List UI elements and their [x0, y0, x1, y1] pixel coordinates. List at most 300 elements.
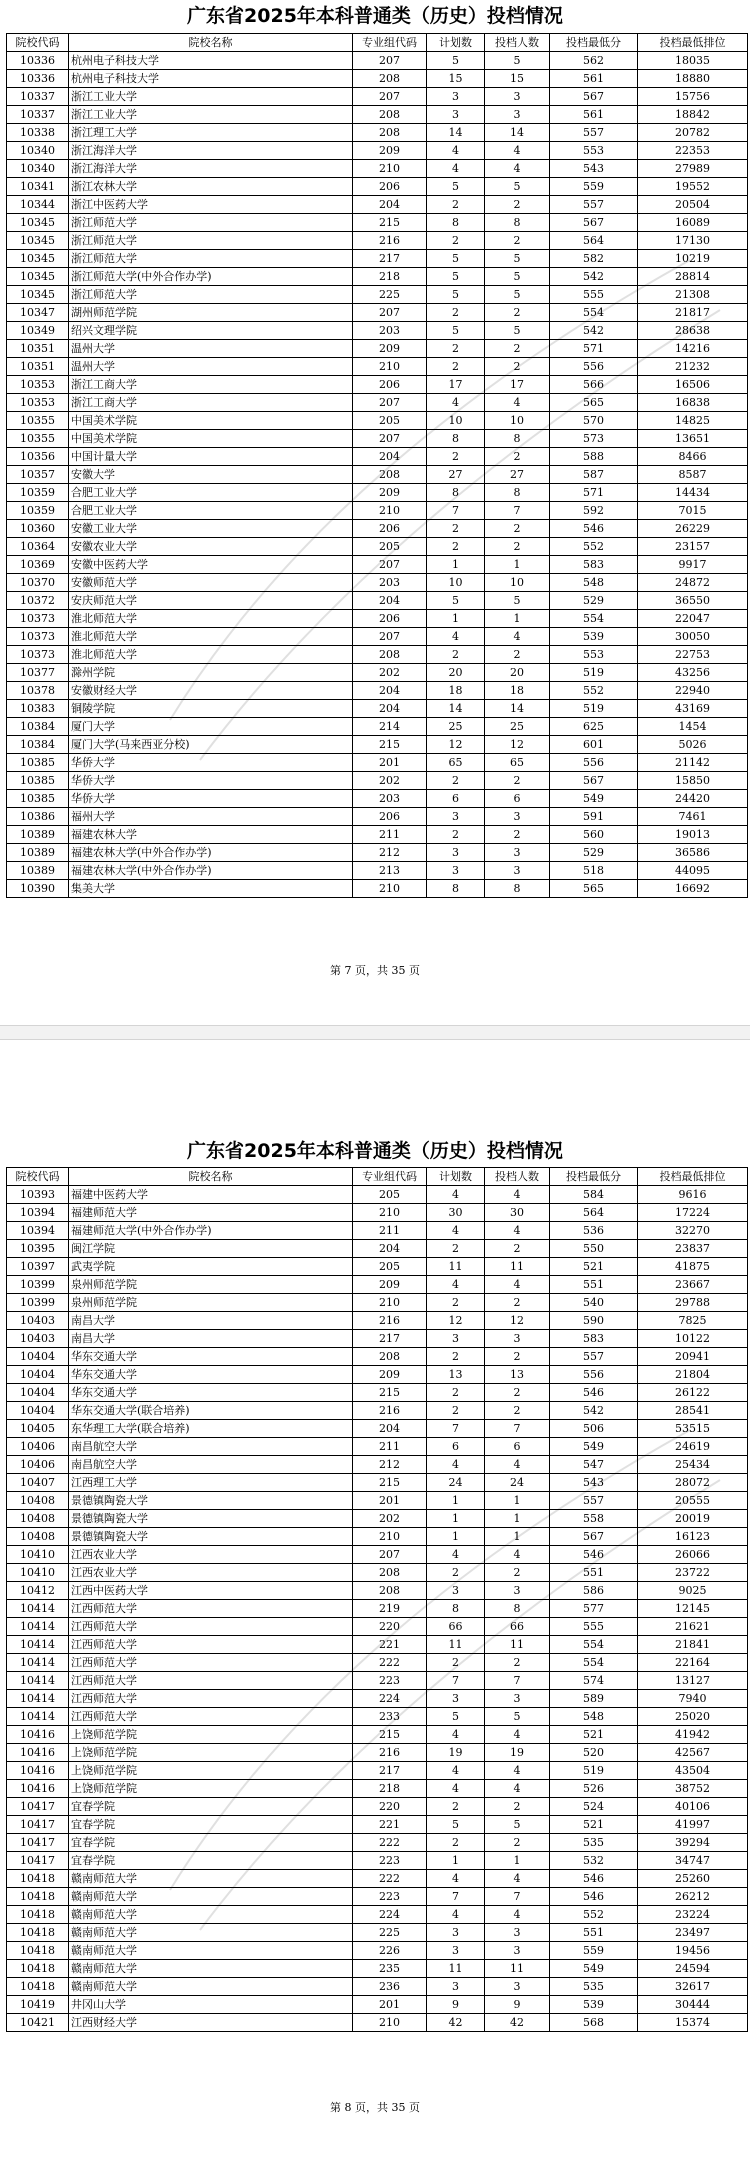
page-title: 广东省2025年本科普通类（历史）投档情况: [187, 5, 563, 27]
cell-school-code: 10385: [7, 790, 69, 808]
cell-school-name: 江西师范大学: [69, 1690, 353, 1708]
cell-min-rank: 8466: [638, 448, 748, 466]
cell-admitted-count: 5: [485, 250, 550, 268]
cell-min-rank: 27989: [638, 160, 748, 178]
cell-school-code: 10389: [7, 826, 69, 844]
table-row: [7, 1870, 748, 1888]
cell-group-code: 210: [353, 1204, 427, 1222]
cell-school-name: 浙江海洋大学: [69, 160, 353, 178]
cell-school-name: 华东交通大学(联合培养): [69, 1402, 353, 1420]
cell-plan-count: 30: [427, 1204, 485, 1222]
cell-group-code: 206: [353, 808, 427, 826]
cell-admitted-count: 1: [485, 610, 550, 628]
cell-school-code: 10407: [7, 1474, 69, 1492]
cell-school-name: 杭州电子科技大学: [69, 70, 353, 88]
cell-min-score: 557: [550, 124, 638, 142]
cell-min-rank: 24619: [638, 1438, 748, 1456]
cell-min-score: 565: [550, 880, 638, 898]
cell-plan-count: 2: [427, 1384, 485, 1402]
cell-min-score: 573: [550, 430, 638, 448]
cell-min-score: 553: [550, 646, 638, 664]
cell-school-name: 泉州师范学院: [69, 1294, 353, 1312]
cell-school-name: 江西师范大学: [69, 1708, 353, 1726]
cell-school-code: 10384: [7, 718, 69, 736]
cell-admitted-count: 5: [485, 286, 550, 304]
cell-school-name: 江西中医药大学: [69, 1582, 353, 1600]
cell-admitted-count: 4: [485, 1762, 550, 1780]
cell-plan-count: 4: [427, 160, 485, 178]
cell-admitted-count: 2: [485, 340, 550, 358]
table-row: [7, 1978, 748, 1996]
page-separator: [0, 1025, 750, 1040]
table-row: [7, 1294, 748, 1312]
table-row: [7, 340, 748, 358]
cell-group-code: 208: [353, 70, 427, 88]
cell-school-code: 10359: [7, 484, 69, 502]
cell-min-rank: 32270: [638, 1222, 748, 1240]
cell-admitted-count: 24: [485, 1474, 550, 1492]
cell-school-name: 厦门大学(马来西亚分校): [69, 736, 353, 754]
cell-min-rank: 7015: [638, 502, 748, 520]
cell-group-code: 207: [353, 556, 427, 574]
cell-school-code: 10405: [7, 1420, 69, 1438]
cell-school-name: 华东交通大学: [69, 1366, 353, 1384]
cell-min-score: 551: [550, 1564, 638, 1582]
cell-min-rank: 39294: [638, 1834, 748, 1852]
cell-admitted-count: 2: [485, 1294, 550, 1312]
cell-admitted-count: 5: [485, 322, 550, 340]
cell-min-score: 546: [550, 1888, 638, 1906]
cell-admitted-count: 18: [485, 682, 550, 700]
cell-admitted-count: 2: [485, 1654, 550, 1672]
cell-min-score: 571: [550, 340, 638, 358]
cell-plan-count: 5: [427, 322, 485, 340]
table-row: [7, 502, 748, 520]
cell-admitted-count: 8: [485, 880, 550, 898]
cell-min-rank: 21804: [638, 1366, 748, 1384]
cell-min-score: 518: [550, 862, 638, 880]
cell-min-rank: 21142: [638, 754, 748, 772]
cell-min-score: 567: [550, 214, 638, 232]
cell-plan-count: 2: [427, 1402, 485, 1420]
cell-school-name: 浙江师范大学: [69, 250, 353, 268]
cell-plan-count: 19: [427, 1744, 485, 1762]
cell-school-code: 10351: [7, 340, 69, 358]
table-row: [7, 430, 748, 448]
cell-school-code: 10353: [7, 376, 69, 394]
cell-group-code: 216: [353, 1312, 427, 1330]
cell-school-code: 10410: [7, 1564, 69, 1582]
cell-school-name: 铜陵学院: [69, 700, 353, 718]
cell-school-code: 10377: [7, 664, 69, 682]
table-row: [7, 556, 748, 574]
cell-min-rank: 41875: [638, 1258, 748, 1276]
cell-plan-count: 1: [427, 1510, 485, 1528]
page-title: 广东省2025年本科普通类（历史）投档情况: [187, 1140, 563, 1162]
cell-school-name: 江西师范大学: [69, 1672, 353, 1690]
cell-plan-count: 1: [427, 556, 485, 574]
cell-min-rank: 12145: [638, 1600, 748, 1618]
cell-school-name: 华侨大学: [69, 772, 353, 790]
cell-admitted-count: 3: [485, 1942, 550, 1960]
cell-group-code: 216: [353, 1744, 427, 1762]
cell-group-code: 207: [353, 52, 427, 70]
cell-plan-count: 4: [427, 1456, 485, 1474]
cell-group-code: 215: [353, 1726, 427, 1744]
cell-school-code: 10345: [7, 286, 69, 304]
header-plan-count: 计划数: [427, 34, 485, 52]
cell-group-code: 219: [353, 1600, 427, 1618]
cell-school-code: 10385: [7, 772, 69, 790]
cell-plan-count: 5: [427, 178, 485, 196]
cell-plan-count: 2: [427, 340, 485, 358]
cell-school-code: 10408: [7, 1528, 69, 1546]
cell-min-rank: 43169: [638, 700, 748, 718]
cell-school-name: 合肥工业大学: [69, 484, 353, 502]
cell-school-name: 赣南师范大学: [69, 1906, 353, 1924]
table-row: [7, 1708, 748, 1726]
cell-group-code: 205: [353, 538, 427, 556]
table-row: [7, 1600, 748, 1618]
table-row: [7, 574, 748, 592]
table-row: [7, 1798, 748, 1816]
header-min-rank: 投档最低排位: [638, 1168, 748, 1186]
cell-group-code: 201: [353, 754, 427, 772]
cell-group-code: 210: [353, 880, 427, 898]
cell-plan-count: 3: [427, 1924, 485, 1942]
cell-min-rank: 25434: [638, 1456, 748, 1474]
cell-plan-count: 3: [427, 88, 485, 106]
cell-school-name: 福建师范大学(中外合作办学): [69, 1222, 353, 1240]
table-row: [7, 70, 748, 88]
cell-admitted-count: 3: [485, 844, 550, 862]
document-page-8: [0, 1040, 750, 2166]
cell-school-code: 10418: [7, 1924, 69, 1942]
table-row: [7, 700, 748, 718]
cell-group-code: 217: [353, 1330, 427, 1348]
cell-min-score: 554: [550, 1654, 638, 1672]
cell-min-score: 601: [550, 736, 638, 754]
cell-school-name: 宜春学院: [69, 1816, 353, 1834]
cell-min-score: 551: [550, 1276, 638, 1294]
cell-plan-count: 2: [427, 772, 485, 790]
cell-school-code: 10421: [7, 2014, 69, 2032]
cell-min-rank: 21308: [638, 286, 748, 304]
cell-min-score: 559: [550, 178, 638, 196]
cell-group-code: 220: [353, 1618, 427, 1636]
cell-min-rank: 34747: [638, 1852, 748, 1870]
cell-plan-count: 3: [427, 862, 485, 880]
cell-min-score: 583: [550, 556, 638, 574]
cell-min-score: 564: [550, 232, 638, 250]
cell-plan-count: 2: [427, 232, 485, 250]
cell-group-code: 207: [353, 304, 427, 322]
cell-school-code: 10419: [7, 1996, 69, 2014]
table-header-row: [7, 1168, 748, 1186]
cell-min-score: 532: [550, 1852, 638, 1870]
cell-admitted-count: 2: [485, 304, 550, 322]
cell-school-code: 10337: [7, 106, 69, 124]
cell-min-score: 592: [550, 502, 638, 520]
cell-min-rank: 10219: [638, 250, 748, 268]
table-row: [7, 1960, 748, 1978]
cell-school-name: 南昌航空大学: [69, 1438, 353, 1456]
cell-plan-count: 66: [427, 1618, 485, 1636]
cell-admitted-count: 10: [485, 412, 550, 430]
cell-group-code: 215: [353, 1474, 427, 1492]
cell-min-score: 586: [550, 1582, 638, 1600]
cell-group-code: 221: [353, 1636, 427, 1654]
table-row: [7, 736, 748, 754]
table-row: [7, 1618, 748, 1636]
table-row: [7, 1366, 748, 1384]
cell-school-name: 厦门大学: [69, 718, 353, 736]
cell-admitted-count: 2: [485, 520, 550, 538]
cell-school-code: 10389: [7, 844, 69, 862]
cell-admitted-count: 14: [485, 124, 550, 142]
cell-min-rank: 21817: [638, 304, 748, 322]
cell-plan-count: 5: [427, 286, 485, 304]
cell-min-rank: 23667: [638, 1276, 748, 1294]
cell-min-rank: 9616: [638, 1186, 748, 1204]
cell-min-score: 591: [550, 808, 638, 826]
cell-group-code: 208: [353, 646, 427, 664]
cell-min-score: 535: [550, 1978, 638, 1996]
table-header-row: [7, 34, 748, 52]
cell-group-code: 224: [353, 1690, 427, 1708]
cell-min-rank: 20019: [638, 1510, 748, 1528]
table-row: [7, 1942, 748, 1960]
cell-min-score: 542: [550, 322, 638, 340]
cell-school-code: 10403: [7, 1330, 69, 1348]
cell-min-score: 558: [550, 1510, 638, 1528]
cell-min-score: 555: [550, 286, 638, 304]
cell-plan-count: 4: [427, 1726, 485, 1744]
cell-school-code: 10412: [7, 1582, 69, 1600]
cell-admitted-count: 5: [485, 592, 550, 610]
cell-admitted-count: 2: [485, 232, 550, 250]
cell-school-code: 10414: [7, 1654, 69, 1672]
cell-school-name: 宜春学院: [69, 1852, 353, 1870]
cell-admitted-count: 4: [485, 160, 550, 178]
table-row: [7, 1384, 748, 1402]
table-row: [7, 538, 748, 556]
cell-admitted-count: 2: [485, 1402, 550, 1420]
cell-school-name: 安徽工业大学: [69, 520, 353, 538]
table-row: [7, 1240, 748, 1258]
cell-plan-count: 2: [427, 538, 485, 556]
cell-plan-count: 3: [427, 1690, 485, 1708]
cell-min-score: 521: [550, 1726, 638, 1744]
cell-plan-count: 5: [427, 1708, 485, 1726]
cell-min-score: 546: [550, 520, 638, 538]
table-row: [7, 1888, 748, 1906]
cell-school-name: 淮北师范大学: [69, 646, 353, 664]
cell-min-score: 554: [550, 1636, 638, 1654]
cell-school-code: 10345: [7, 214, 69, 232]
cell-school-code: 10369: [7, 556, 69, 574]
cell-school-name: 湖州师范学院: [69, 304, 353, 322]
cell-group-code: 201: [353, 1492, 427, 1510]
table-row: [7, 448, 748, 466]
cell-group-code: 218: [353, 1780, 427, 1798]
cell-group-code: 203: [353, 574, 427, 592]
cell-plan-count: 8: [427, 214, 485, 232]
cell-school-code: 10340: [7, 142, 69, 160]
cell-min-rank: 5026: [638, 736, 748, 754]
cell-group-code: 205: [353, 1258, 427, 1276]
cell-group-code: 201: [353, 1996, 427, 2014]
table-row: [7, 1744, 748, 1762]
table-row: [7, 1186, 748, 1204]
table-row: [7, 1528, 748, 1546]
cell-school-name: 安徽财经大学: [69, 682, 353, 700]
cell-min-score: 546: [550, 1546, 638, 1564]
cell-group-code: 209: [353, 142, 427, 160]
cell-min-rank: 14434: [638, 484, 748, 502]
cell-school-name: 福建师范大学: [69, 1204, 353, 1222]
cell-min-score: 553: [550, 142, 638, 160]
cell-plan-count: 3: [427, 844, 485, 862]
cell-min-rank: 23157: [638, 538, 748, 556]
cell-school-name: 武夷学院: [69, 1258, 353, 1276]
table-row: [7, 88, 748, 106]
cell-min-score: 571: [550, 484, 638, 502]
cell-school-code: 10414: [7, 1672, 69, 1690]
cell-group-code: 214: [353, 718, 427, 736]
cell-min-rank: 20941: [638, 1348, 748, 1366]
cell-min-score: 535: [550, 1834, 638, 1852]
cell-plan-count: 65: [427, 754, 485, 772]
cell-min-rank: 41942: [638, 1726, 748, 1744]
cell-plan-count: 3: [427, 1330, 485, 1348]
cell-school-code: 10393: [7, 1186, 69, 1204]
cell-plan-count: 7: [427, 502, 485, 520]
cell-min-score: 582: [550, 250, 638, 268]
cell-school-code: 10347: [7, 304, 69, 322]
cell-school-code: 10414: [7, 1636, 69, 1654]
table-row: [7, 862, 748, 880]
cell-school-name: 安徽农业大学: [69, 538, 353, 556]
cell-min-rank: 16692: [638, 880, 748, 898]
cell-min-score: 506: [550, 1420, 638, 1438]
header-min-score: 投档最低分: [550, 1168, 638, 1186]
cell-group-code: 225: [353, 286, 427, 304]
cell-min-rank: 14825: [638, 412, 748, 430]
cell-group-code: 208: [353, 1564, 427, 1582]
table-row: [7, 1510, 748, 1528]
cell-min-score: 546: [550, 1384, 638, 1402]
cell-min-rank: 26212: [638, 1888, 748, 1906]
cell-admitted-count: 10: [485, 574, 550, 592]
cell-group-code: 211: [353, 1438, 427, 1456]
cell-min-rank: 25020: [638, 1708, 748, 1726]
cell-school-code: 10399: [7, 1294, 69, 1312]
cell-group-code: 208: [353, 106, 427, 124]
cell-school-name: 浙江师范大学: [69, 286, 353, 304]
cell-plan-count: 2: [427, 1798, 485, 1816]
cell-min-score: 549: [550, 790, 638, 808]
cell-min-rank: 7940: [638, 1690, 748, 1708]
table-row: [7, 628, 748, 646]
table-row: [7, 646, 748, 664]
cell-group-code: 212: [353, 844, 427, 862]
cell-school-name: 浙江工业大学: [69, 88, 353, 106]
cell-min-score: 562: [550, 52, 638, 70]
cell-school-name: 景德镇陶瓷大学: [69, 1510, 353, 1528]
cell-min-rank: 19552: [638, 178, 748, 196]
cell-school-code: 10417: [7, 1798, 69, 1816]
cell-school-code: 10373: [7, 628, 69, 646]
cell-plan-count: 1: [427, 1528, 485, 1546]
cell-min-score: 543: [550, 1474, 638, 1492]
cell-admitted-count: 4: [485, 1222, 550, 1240]
cell-min-score: 529: [550, 592, 638, 610]
cell-school-code: 10418: [7, 1978, 69, 1996]
cell-min-score: 625: [550, 718, 638, 736]
cell-school-code: 10373: [7, 646, 69, 664]
cell-school-name: 温州大学: [69, 358, 353, 376]
cell-min-rank: 32617: [638, 1978, 748, 1996]
cell-school-code: 10418: [7, 1888, 69, 1906]
cell-school-name: 中国计量大学: [69, 448, 353, 466]
cell-admitted-count: 3: [485, 106, 550, 124]
cell-school-name: 赣南师范大学: [69, 1960, 353, 1978]
cell-min-rank: 13651: [638, 430, 748, 448]
cell-plan-count: 7: [427, 1888, 485, 1906]
cell-group-code: 207: [353, 430, 427, 448]
cell-min-rank: 9917: [638, 556, 748, 574]
cell-group-code: 207: [353, 88, 427, 106]
table-row: [7, 718, 748, 736]
cell-group-code: 209: [353, 484, 427, 502]
cell-school-name: 浙江工商大学: [69, 376, 353, 394]
cell-min-rank: 22164: [638, 1654, 748, 1672]
admission-table: [6, 33, 748, 898]
cell-school-code: 10338: [7, 124, 69, 142]
cell-school-code: 10349: [7, 322, 69, 340]
cell-school-name: 集美大学: [69, 880, 353, 898]
cell-school-name: 江西农业大学: [69, 1546, 353, 1564]
cell-group-code: 221: [353, 1816, 427, 1834]
cell-group-code: 204: [353, 700, 427, 718]
cell-admitted-count: 8: [485, 214, 550, 232]
cell-min-score: 557: [550, 1492, 638, 1510]
cell-school-name: 江西师范大学: [69, 1600, 353, 1618]
cell-admitted-count: 5: [485, 52, 550, 70]
cell-school-code: 10414: [7, 1600, 69, 1618]
table-row: [7, 250, 748, 268]
table-row: [7, 844, 748, 862]
cell-school-code: 10345: [7, 268, 69, 286]
cell-plan-count: 2: [427, 520, 485, 538]
cell-admitted-count: 4: [485, 1546, 550, 1564]
cell-min-score: 584: [550, 1186, 638, 1204]
table-row: [7, 1258, 748, 1276]
cell-group-code: 215: [353, 214, 427, 232]
table-row: [7, 610, 748, 628]
cell-admitted-count: 17: [485, 376, 550, 394]
cell-admitted-count: 7: [485, 1672, 550, 1690]
cell-min-rank: 24420: [638, 790, 748, 808]
cell-school-name: 浙江理工大学: [69, 124, 353, 142]
cell-plan-count: 6: [427, 790, 485, 808]
cell-plan-count: 6: [427, 1438, 485, 1456]
cell-group-code: 204: [353, 196, 427, 214]
table-row: [7, 286, 748, 304]
cell-min-rank: 22753: [638, 646, 748, 664]
cell-plan-count: 2: [427, 826, 485, 844]
